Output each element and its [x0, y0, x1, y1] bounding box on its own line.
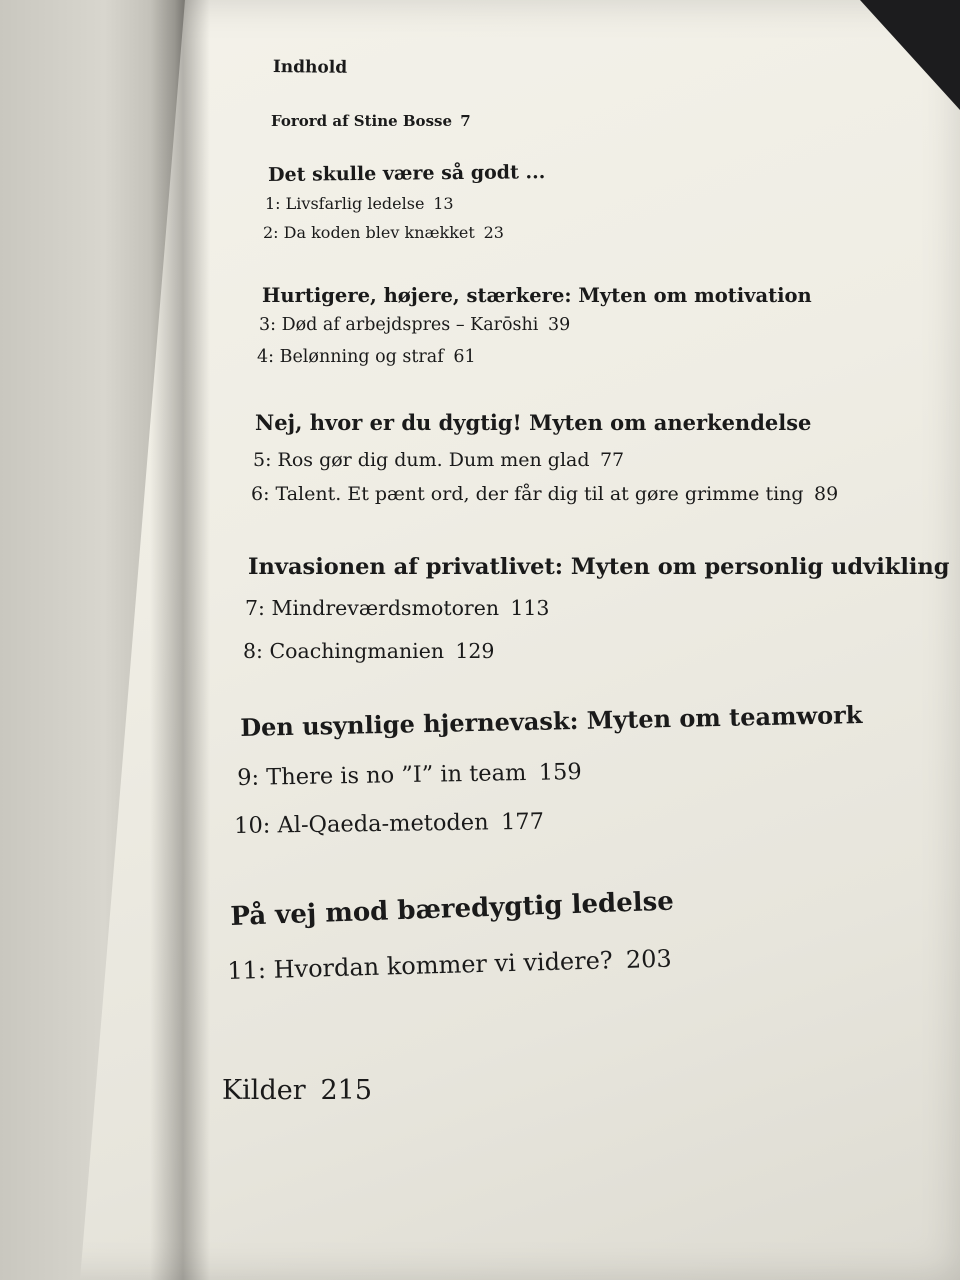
toc-entry-chapter-11 — [227, 945, 672, 985]
toc-title: Indhold — [272, 57, 348, 78]
entry-label: 5: Ros gør dig dum. Dum men glad — [253, 449, 590, 471]
entry-page-number: 77 — [599, 449, 625, 471]
toc-entry-chapter-6 — [251, 483, 838, 505]
entry-page-number: 215 — [320, 1075, 373, 1106]
entry-label: 4: Belønning og straf — [257, 347, 444, 367]
section-heading: På vej mod bæredygtig ledelse — [230, 886, 675, 932]
entry-page-number: 89 — [814, 483, 839, 505]
entry-page-number: 13 — [433, 194, 454, 213]
section-heading: Nej, hvor er du dygtig! Myten om anerkendelse — [255, 410, 812, 435]
entry-label: 10: Al-Qaeda-metoden — [234, 809, 489, 839]
toc-entry-chapter-1 — [265, 194, 454, 213]
entry-page-number: 39 — [548, 315, 571, 335]
entry-label: 7: Mindreværdsmotoren — [245, 596, 500, 620]
entry-label: 1: Livsfarlig ledelse — [265, 194, 425, 213]
entry-page-number: 129 — [455, 639, 495, 663]
entry-page-number: 177 — [500, 808, 545, 836]
entry-page-number: 159 — [538, 758, 582, 786]
entry-label: 11: Hvordan kommer vi videre? — [227, 946, 614, 985]
entry-page-number: 113 — [510, 596, 550, 620]
entry-label: 3: Død af arbejdspres – Karōshi — [259, 315, 539, 335]
entry-page-number: 203 — [625, 944, 673, 974]
entry-page-number: 7 — [460, 112, 471, 130]
entry-label: Kilder — [222, 1075, 306, 1106]
toc-entry-chapter-4 — [257, 347, 476, 367]
entry-label: 6: Talent. Et pænt ord, der får dig til at gøre grimme ting — [251, 483, 804, 505]
toc-entry-sources — [222, 1075, 372, 1106]
section-heading: Den usynlige hjernevask: Myten om teamwork — [240, 699, 863, 742]
toc-entry-chapter-8 — [243, 639, 494, 663]
section-heading: Det skulle være så godt ... — [268, 161, 546, 186]
section-heading: Invasionen af privatlivet: Myten om personlig udvikling — [248, 554, 950, 580]
entry-page-number: 61 — [453, 347, 476, 367]
toc-entry-chapter-5 — [253, 449, 624, 471]
entry-label: 8: Coachingmanien — [243, 639, 445, 663]
toc-entry-chapter-9 — [237, 759, 582, 791]
toc-entry-chapter-3 — [259, 315, 570, 335]
toc-entry-chapter-2 — [263, 223, 504, 242]
entry-label: 2: Da koden blev knækket — [263, 223, 475, 242]
entry-page-number: 23 — [483, 223, 504, 242]
toc-entry-chapter-10 — [234, 809, 544, 839]
section-heading: Hurtigere, højere, stærkere: Myten om motivation — [262, 284, 812, 307]
toc-entry-chapter-7 — [245, 596, 549, 620]
entry-label: Forord af Stine Bosse — [271, 112, 452, 130]
toc-entry-foreword — [271, 112, 471, 130]
entry-label: 9: There is no ”I” in team — [237, 759, 527, 791]
